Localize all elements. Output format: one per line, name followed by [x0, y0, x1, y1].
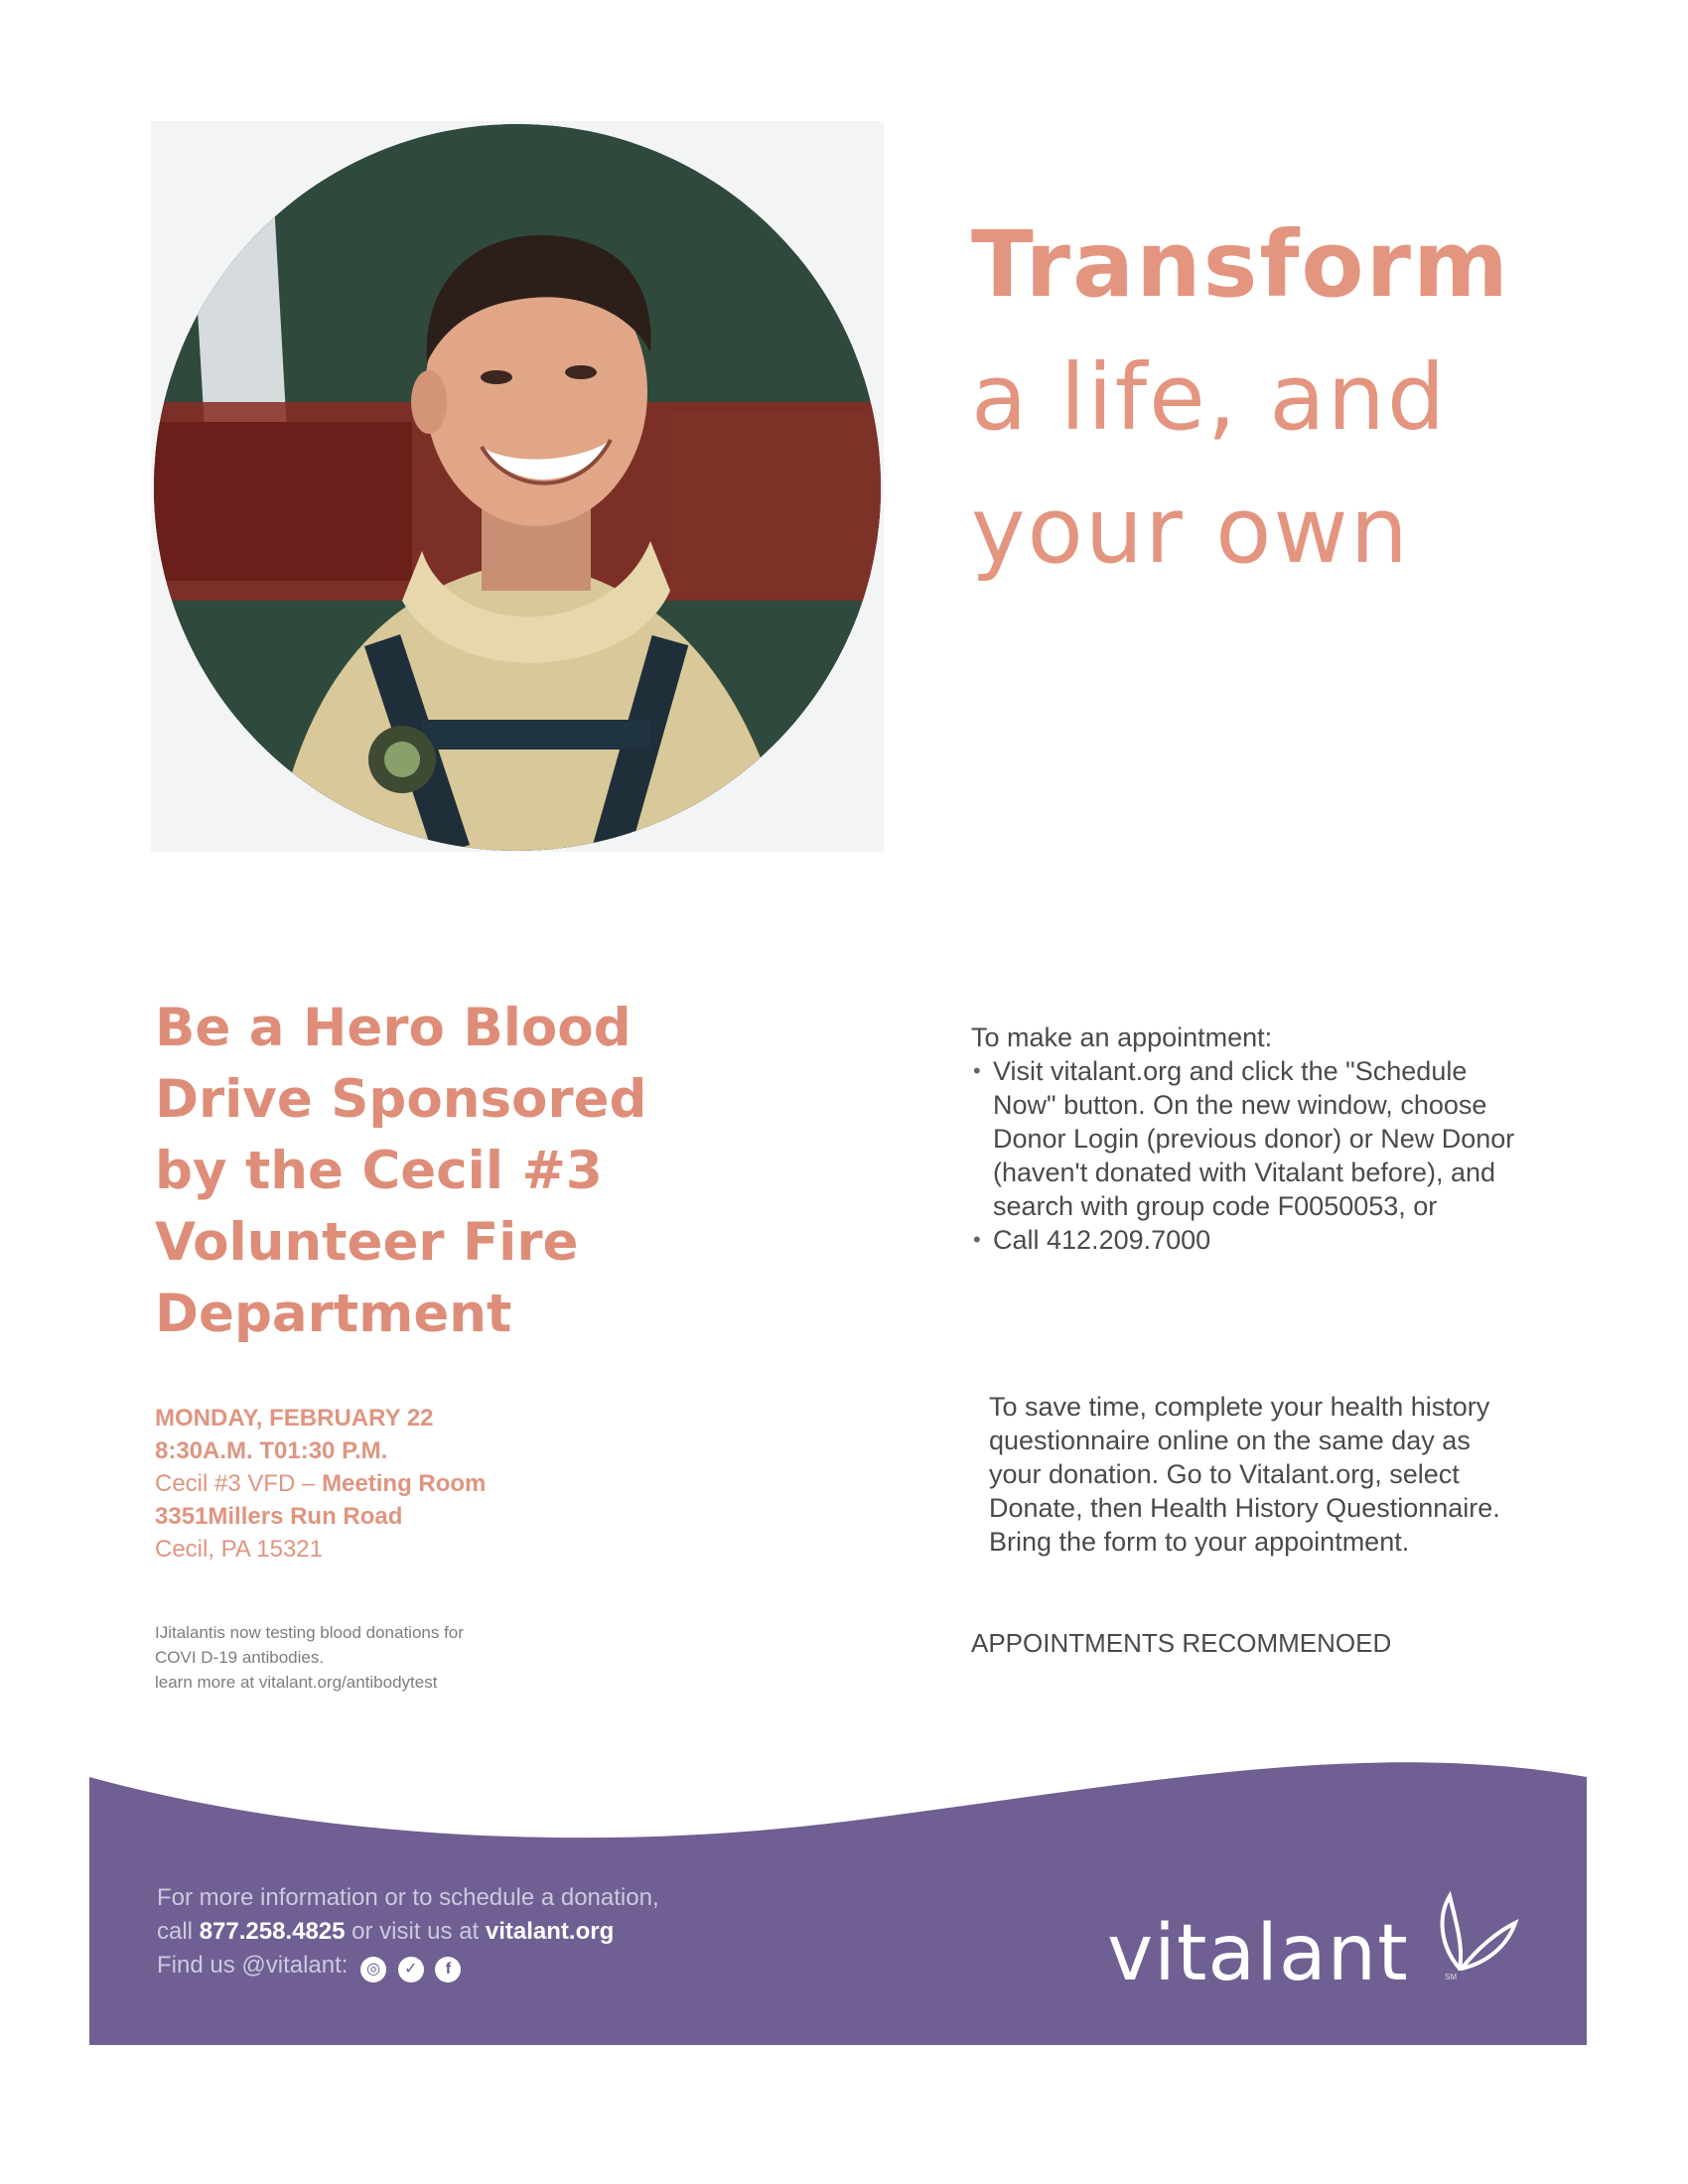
appointments-recommended: APPOINTMENTS RECOMMENOED: [971, 1628, 1392, 1658]
event-location-room: Meeting Room: [322, 1470, 487, 1497]
footer-contact: [157, 1881, 852, 1983]
instagram-icon[interactable]: ◎: [360, 1957, 386, 1982]
appointment-list: [971, 1054, 1527, 1257]
appointment-intro: To make an appointment:: [971, 1023, 1273, 1052]
antibody-note-line: IJitalantis now testing blood donations for: [155, 1623, 464, 1642]
brand-service-mark: SM: [1445, 1973, 1457, 1981]
event-city: Cecil, PA 15321: [155, 1536, 323, 1563]
antibody-note-line: learn more at vitalant.org/antibodytest: [155, 1673, 438, 1692]
footer-phone[interactable]: 877.258.4825: [199, 1918, 346, 1945]
vitalant-logo: [1097, 1891, 1534, 2000]
antibody-note: [155, 1620, 612, 1695]
headline-line-3: your own: [971, 478, 1410, 584]
footer-line-2: [157, 1915, 852, 1949]
event-title-line: Be a Hero Blood: [155, 998, 632, 1058]
event-street: 3351Millers Run Road: [155, 1503, 403, 1530]
event-details: [155, 1402, 671, 1566]
appointment-bullet-visit: • Visit vitalant.org and click the "Schedule Now" button. On the new window, choose Donor Login (previous donor) or New Donor (haven't donated with Vitalant before), and search with group code F0050053, or: [971, 1054, 1527, 1223]
event-location-prefix: Cecil #3 VFD –: [155, 1470, 323, 1497]
headline: [971, 199, 1567, 598]
social-icons: [360, 1950, 466, 1983]
antibody-note-line: COVI D-19 antibodies.: [155, 1648, 325, 1667]
leaf-logo-icon: [1430, 1891, 1519, 1971]
event-location: [155, 1467, 671, 1500]
appointment-instructions: [971, 1021, 1527, 1257]
event-title-line: by the Cecil #3: [155, 1141, 603, 1201]
event-title-line: Department: [155, 1284, 512, 1344]
footer-visit-text: or visit us at: [345, 1918, 486, 1945]
event-time: 8:30A.M. T01:30 P.M.: [155, 1437, 388, 1464]
facebook-icon[interactable]: f: [435, 1957, 461, 1982]
footer-line-1: For more information or to schedule a donation,: [157, 1884, 659, 1911]
event-date: MONDAY, FEBRUARY 22: [155, 1405, 434, 1432]
appointment-bullet-call: • Call 412.209.7000: [971, 1223, 1527, 1257]
footer-line-3: [157, 1949, 852, 1983]
twitter-icon[interactable]: ✓: [398, 1957, 424, 1982]
health-questionnaire-note: To save time, complete your health history questionnaire online on the same day as your donation. Go to Vitalant.org, select Donate, then Health History Questionnaire. Bring the form to your appointment.: [989, 1392, 1500, 1557]
brand-name: vitalant: [1107, 1909, 1409, 1998]
firefighter-photo: [154, 124, 881, 851]
headline-line-1: Transform: [971, 211, 1510, 318]
footer-website-link[interactable]: vitalant.org: [485, 1918, 615, 1945]
footer-social-label: Find us @vitalant:: [157, 1952, 349, 1979]
footer-call-prefix: call: [157, 1918, 200, 1945]
event-title: [155, 993, 711, 1350]
event-title-line: Drive Sponsored: [155, 1069, 647, 1130]
headline-line-2: a life, and: [971, 344, 1448, 451]
event-title-line: Volunteer Fire: [155, 1212, 579, 1273]
